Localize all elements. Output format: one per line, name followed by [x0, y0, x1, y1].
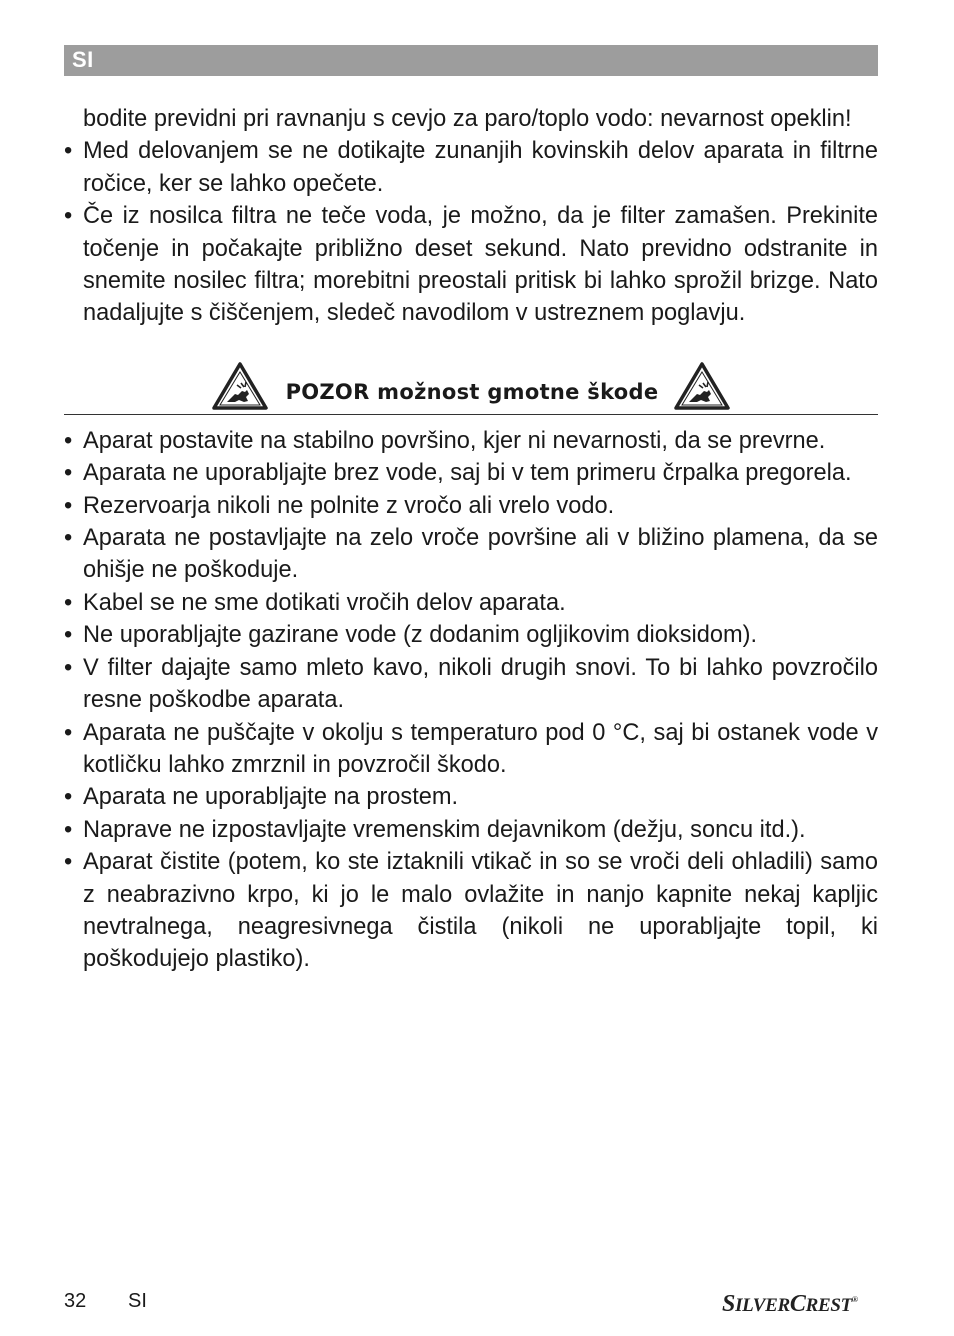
list-item: • Aparata ne uporabljajte brez vode, saj bi v tem primeru črpalka pregorela. [64, 457, 878, 489]
safety-list-bottom [64, 425, 878, 976]
warning-hand-icon [211, 361, 269, 411]
list-item: • Naprave ne izpostavljajte vremenskim dejavnikom (dežju, soncu itd.). [64, 814, 878, 846]
list-item: • Rezervoarja nikoli ne polnite z vročo ali vrelo vodo. [64, 490, 878, 522]
silvercrest-logo [722, 1291, 858, 1318]
logo-letter-s: S [722, 1291, 736, 1317]
safety-list-top [64, 135, 878, 329]
list-item: • Med delovanjem se ne dotikajte zunanjih kovinskih delov aparata in filtrne ročice, ker se lahko opečete. [64, 135, 878, 200]
warning-title: POZOR možnost gmotne škode [285, 380, 659, 405]
logo-letter-c: C [789, 1291, 806, 1317]
logo-rest: REST [805, 1295, 852, 1316]
registered-mark: ® [851, 1295, 858, 1304]
list-item: • Kabel se ne sme dotikati vročih delov aparata. [64, 587, 878, 619]
page-number: 32 [64, 1290, 87, 1312]
logo-ilver: ILVER [735, 1295, 790, 1316]
warning-heading [64, 346, 878, 415]
page-content [64, 103, 878, 976]
warning-hand-icon [673, 361, 731, 411]
list-item: • Če iz nosilca filtra ne teče voda, je možno, da je filter zamašen. Prekinite točenje in počakajte približno deset sekund. Nato previdno odstranite in snemite nosilec filtra; morebitni preostali pritisk bi lahko sprožil brizge. Nato nadaljujte s čiščenjem, sledeč navodilom v ustreznem poglavju. [64, 200, 878, 330]
intro-paragraph: bodite previdni pri ravnanju s cevjo za paro/toplo vodo: nevarnost opeklin! [83, 106, 852, 132]
language-code: SI [72, 47, 94, 72]
list-item: • Aparat čistite (potem, ko ste iztaknili vtikač in so se vroči deli ohladili) samo z neabrazivno krpo, ki jo le malo ovlažite in nanjo kapnite nekaj kapljic nevtralnega, neagresivnega čistila (nikoli ne uporabljajte topil, ki poškodujejo plastiko). [64, 846, 878, 976]
list-item: • V filter dajajte samo mleto kavo, nikoli drugih snovi. To bi lahko povzročilo resne poškodbe aparata. [64, 652, 878, 717]
language-header-bar [64, 45, 878, 76]
footer-language-code: SI [128, 1290, 147, 1312]
list-item: • Ne uporabljajte gazirane vode (z dodanim ogljikovim dioksidom). [64, 619, 878, 651]
list-item: • Aparata ne puščajte v okolju s temperaturo pod 0 °C, saj bi ostanek vode v kotličku lahko zmrznil in povzročil škodo. [64, 717, 878, 782]
list-item: • Aparata ne postavljajte na zelo vroče površine ali v bližino plamena, da se ohišje ne poškoduje. [64, 522, 878, 587]
list-item: • Aparat postavite na stabilno površino, kjer ni nevarnosti, da se prevrne. [64, 425, 878, 457]
list-item: • Aparata ne uporabljajte na prostem. [64, 781, 878, 813]
